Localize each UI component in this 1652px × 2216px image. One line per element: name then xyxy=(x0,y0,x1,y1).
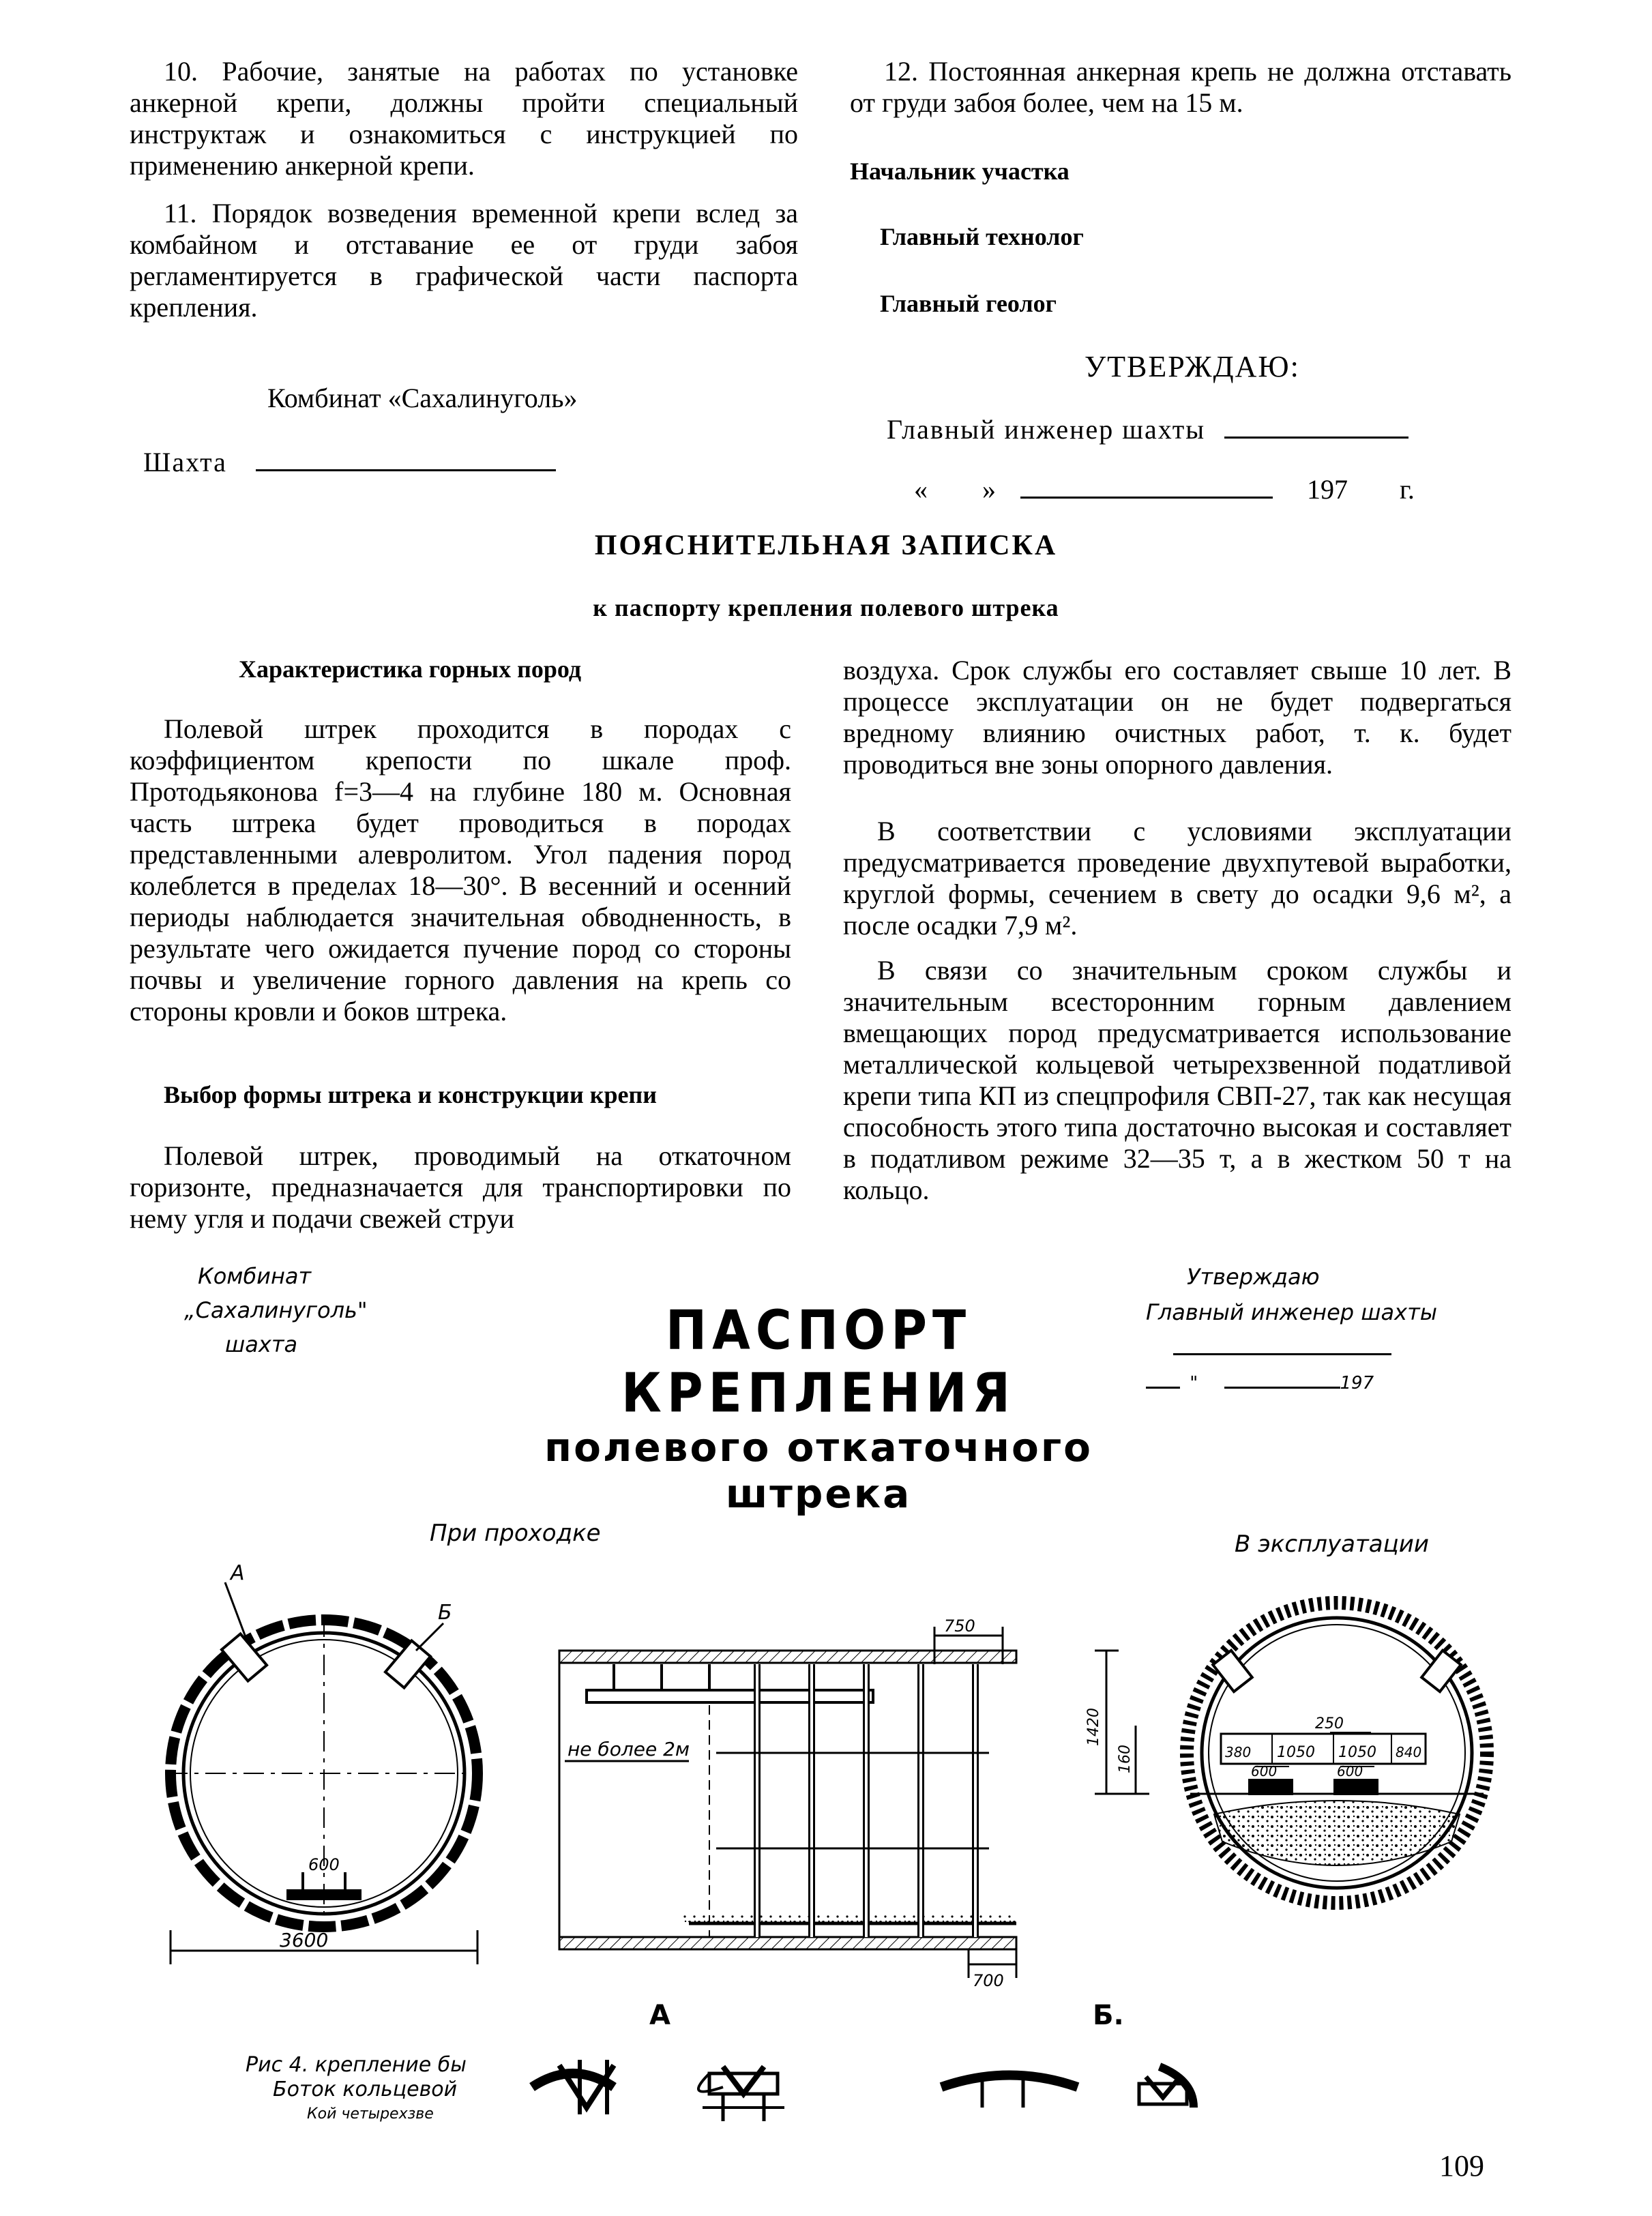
dim-600-right-a: 600 xyxy=(1251,1763,1278,1779)
note-subtitle: к паспорту крепления полевого штрека xyxy=(593,594,1059,621)
label-in-operation: В эксплуатации xyxy=(1235,1531,1429,1558)
dim-700: 700 xyxy=(973,1971,1004,1990)
paragraph-11: 11. Порядок возведения временной крепи вслед за комбайном и отставание ее от груди забоя регламентируется в графической части паспорта крепления. xyxy=(130,198,798,323)
note-title: ПОЯСНИТЕЛЬНАЯ ЗАПИСКА xyxy=(594,530,1058,561)
figure-caption xyxy=(246,2053,467,2127)
dim-380: 380 xyxy=(1225,1744,1252,1760)
paragraph-12: 12. Постоянная анкерная крепь не должна отставать от груди забоя более, чем на 15 м. xyxy=(850,56,1511,118)
quote-open: « xyxy=(914,474,928,505)
drawing-title-line1: ПАСПОРТ КРЕПЛЕНИЯ xyxy=(621,1298,1016,1425)
signature-geolog: Главный геолог xyxy=(880,290,1057,317)
cross-section-driving xyxy=(167,1582,481,1964)
figure-caption-line1: Рис 4. крепление бы xyxy=(246,2053,467,2077)
drawing-date-quote: " xyxy=(1190,1373,1198,1393)
year-text: 197 xyxy=(1307,474,1348,505)
dim-840: 840 xyxy=(1396,1744,1422,1760)
approve-heading: УТВЕРЖДАЮ: xyxy=(1085,350,1300,383)
detail-a-label: А xyxy=(649,2000,670,2031)
paragraph-10: 10. Рабочие, занятые на работах по установке анкерной крепи, должны пройти специальный инструктаж и ознакомиться с инструкцией по применению анкерной крепи. xyxy=(130,56,798,181)
year-suffix: г. xyxy=(1400,474,1415,505)
shakhta-label: Шахта xyxy=(143,447,227,477)
figure-caption-line3: Кой четырехзве xyxy=(307,2106,434,2123)
drawing-chief-engineer: Главный инженер шахты xyxy=(1146,1299,1437,1325)
paragraph-conditions: В соответствии с условиями эксплуатации предусматривается проведение двухпутевой выработки, круглой формы, сечением в свету до осадки 9,6 м², а после осадки 7,9 м². xyxy=(843,816,1511,941)
section-heading-rocks: Характеристика горных пород xyxy=(239,655,582,683)
signature-tekhnolog: Главный технолог xyxy=(880,223,1084,250)
detail-b xyxy=(941,2067,1194,2108)
paragraph-air: воздуха. Срок службы его составляет свыше 10 лет. В процессе эксплуатации он не будет подвергаться вредному влиянию очистных работ, т. к. будет проводиться вне зоны опорного давления. xyxy=(843,655,1511,780)
dim-3600: 3600 xyxy=(280,1929,329,1951)
paragraph-shape: Полевой штрек, проводимый на откаточном горизонте, предназначается для транспортировки по нему угля и подачи свежей струи xyxy=(130,1140,791,1234)
signature-nachalnik: Начальник участка xyxy=(850,158,1070,185)
detail-b-label: Б. xyxy=(1093,2000,1124,2031)
dim-600-right-b: 600 xyxy=(1337,1763,1363,1779)
drawing-shakhta: шахта xyxy=(225,1331,298,1357)
dim-250: 250 xyxy=(1315,1715,1344,1732)
drawing-kombinat: Комбинат xyxy=(198,1263,312,1289)
dim-600-left: 600 xyxy=(308,1855,340,1874)
dim-750: 750 xyxy=(944,1616,975,1636)
drawing-year: 197 xyxy=(1340,1373,1374,1393)
label-not-more-2m: не более 2м xyxy=(567,1738,690,1760)
support-frames xyxy=(565,1627,1016,1978)
kombinat-line: Комбинат «Сахалинуголь» xyxy=(267,383,578,413)
dim-1420: 1420 xyxy=(1085,1708,1102,1746)
drawing-utverzhdayu: Утверждаю xyxy=(1187,1264,1320,1290)
label-during-driving: При проходке xyxy=(430,1520,601,1547)
paragraph-rocks: Полевой штрек проходится в породах с коэффициентом крепости по шкале проф. Протодьяконова f=3—4 на глубине 180 м. Основная часть штрека будет проводиться в породах представленными алевролитом. Угол падения пород колеблется в пределах 18—30°. В весенний и осенний периоды наблюдается значительная обводненность, в результате чего ожидается пучение пород со стороны почвы и увеличение горного давления на крепь со стороны кровли и боков штрека. xyxy=(130,713,791,1026)
figure-caption-line2: Боток кольцевой xyxy=(273,2078,458,2101)
detail-a xyxy=(532,2060,784,2121)
drawing-sakhalinugol: „Сахалинуголь" xyxy=(184,1297,368,1323)
drawing-title-line2: полевого откаточного штрека xyxy=(544,1424,1093,1517)
paragraph-support: В связи со значительным сроком службы и значительным всесторонним горным давлением вмещающих пород предусматривается использование металлической кольцевой четырехзвенной податливой крепи типа КП из спецпрофиля СВП-27, так как несущая способность этого типа достаточно высокая и составляет в податливом режиме 32—35 т, а в жестком 50 т на кольцо. xyxy=(843,955,1511,1205)
dim-160: 160 xyxy=(1117,1745,1134,1773)
quote-close: » xyxy=(982,474,996,505)
dim-1050-b: 1050 xyxy=(1338,1744,1376,1761)
page-number: 109 xyxy=(1439,2149,1484,2183)
mark-a-small: А xyxy=(231,1561,245,1585)
chief-engineer-label: Главный инженер шахты xyxy=(887,414,1206,445)
mark-b-small: Б xyxy=(438,1601,452,1625)
dim-1050-a: 1050 xyxy=(1277,1744,1315,1761)
section-heading-shape: Выбор формы штрека и конструкции крепи xyxy=(164,1081,657,1108)
longitudinal-section xyxy=(559,1651,1016,1949)
